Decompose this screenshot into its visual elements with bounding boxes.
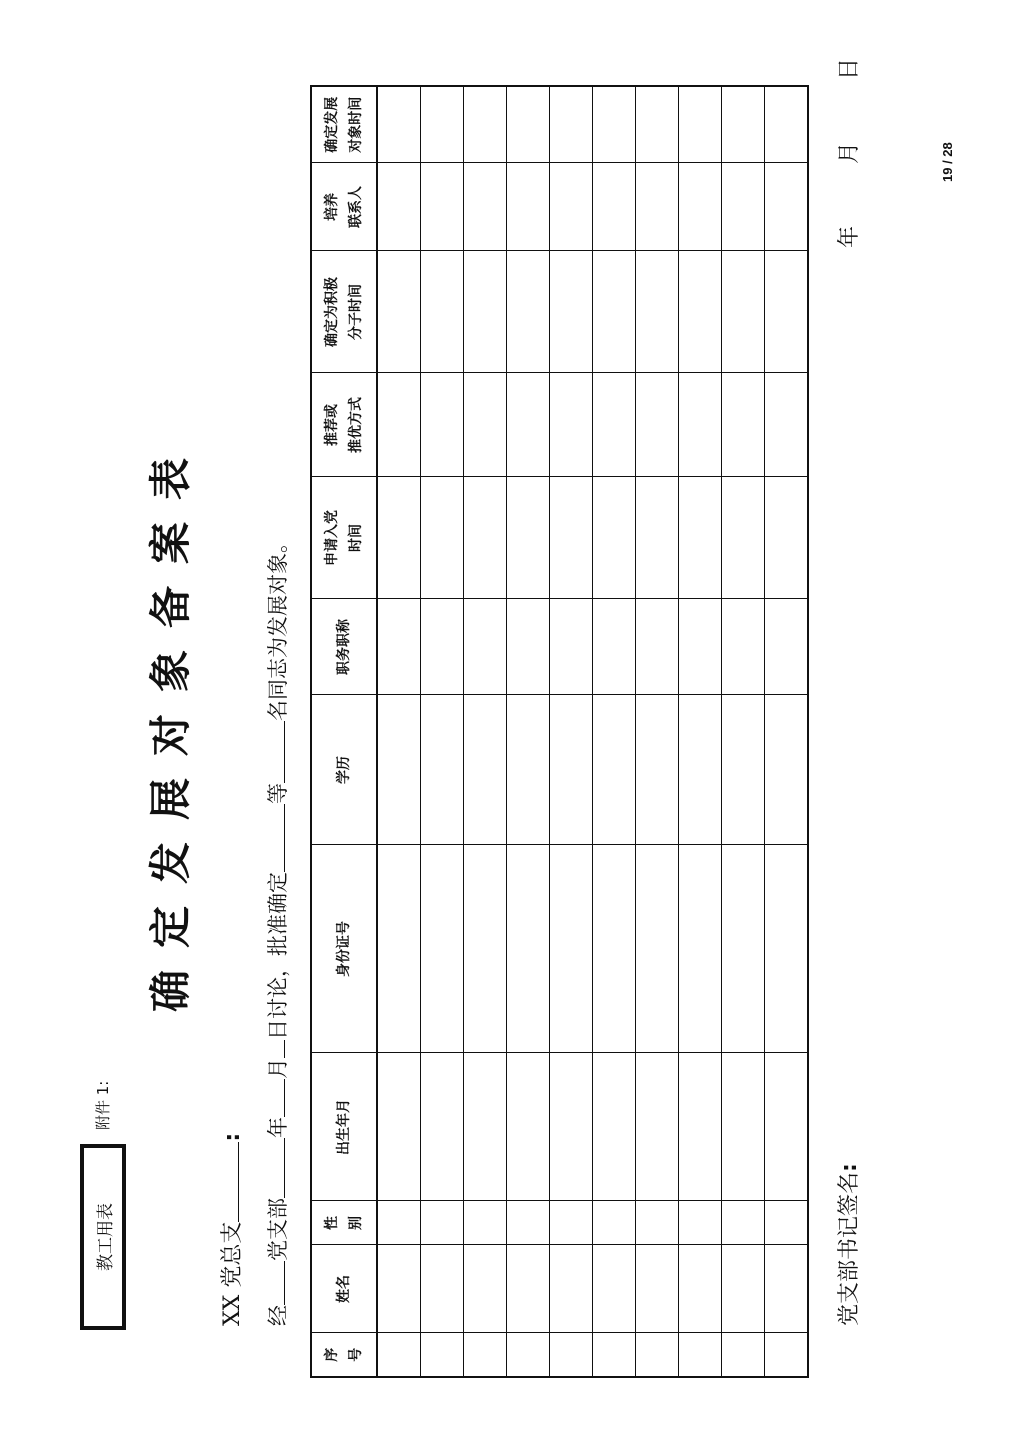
table-cell[interactable] bbox=[507, 86, 550, 163]
table-cell[interactable] bbox=[636, 86, 679, 163]
table-cell[interactable] bbox=[636, 251, 679, 373]
table-cell[interactable] bbox=[464, 695, 507, 845]
table-row bbox=[722, 86, 765, 1377]
table-cell[interactable] bbox=[377, 695, 421, 845]
table-cell[interactable] bbox=[765, 845, 809, 1053]
table-cell[interactable] bbox=[722, 599, 765, 695]
table-cell[interactable] bbox=[377, 251, 421, 373]
names-blank[interactable] bbox=[262, 804, 285, 872]
table-cell[interactable] bbox=[765, 163, 809, 251]
table-cell[interactable] bbox=[722, 86, 765, 163]
table-cell[interactable] bbox=[722, 373, 765, 477]
table-cell[interactable] bbox=[636, 477, 679, 599]
table-row bbox=[765, 86, 809, 1377]
table-cell[interactable] bbox=[507, 695, 550, 845]
table-cell[interactable] bbox=[464, 1245, 507, 1333]
table-cell[interactable] bbox=[722, 1053, 765, 1201]
statement-p4: 月 bbox=[266, 1058, 290, 1079]
table-cell[interactable] bbox=[636, 163, 679, 251]
table-cell[interactable] bbox=[722, 1245, 765, 1333]
addressee-text: XX 党总支 bbox=[220, 1221, 245, 1326]
table-cell[interactable] bbox=[636, 1245, 679, 1333]
table-cell[interactable] bbox=[679, 477, 722, 599]
table-cell[interactable] bbox=[550, 477, 593, 599]
table-cell[interactable] bbox=[679, 373, 722, 477]
table-cell[interactable] bbox=[636, 695, 679, 845]
table-cell[interactable] bbox=[722, 251, 765, 373]
table-cell[interactable] bbox=[765, 373, 809, 477]
statement-p3: 年 bbox=[266, 1117, 290, 1138]
header-contact: 培养 联系人 bbox=[311, 163, 377, 251]
table-cell[interactable] bbox=[421, 599, 464, 695]
table-cell[interactable] bbox=[421, 1053, 464, 1201]
table-row bbox=[636, 86, 679, 1377]
table-cell[interactable] bbox=[722, 1333, 765, 1377]
table-cell[interactable] bbox=[421, 845, 464, 1053]
table-cell[interactable] bbox=[421, 163, 464, 251]
statement-p2: 党支部 bbox=[266, 1198, 290, 1261]
table-cell[interactable] bbox=[636, 1201, 679, 1245]
table-cell[interactable] bbox=[421, 1245, 464, 1333]
table-cell[interactable] bbox=[421, 477, 464, 599]
date-day: 日 bbox=[837, 57, 862, 80]
table-cell[interactable] bbox=[550, 86, 593, 163]
header-gender: 性 别 bbox=[311, 1201, 377, 1245]
table-cell[interactable] bbox=[550, 845, 593, 1053]
statement-p1: 经 bbox=[266, 1305, 290, 1326]
header-candidate-date: 确定发展 对象时间 bbox=[311, 86, 377, 163]
table-row bbox=[377, 86, 421, 1377]
table-cell[interactable] bbox=[464, 86, 507, 163]
table-row bbox=[421, 86, 464, 1377]
table-cell[interactable] bbox=[507, 1201, 550, 1245]
table-cell[interactable] bbox=[377, 845, 421, 1053]
table-row bbox=[679, 86, 722, 1377]
date-year: 年 bbox=[837, 225, 862, 248]
table-cell[interactable] bbox=[421, 695, 464, 845]
table-cell[interactable] bbox=[377, 163, 421, 251]
table-cell[interactable] bbox=[593, 477, 636, 599]
attachment-label: 附件 1: bbox=[94, 1080, 112, 1130]
table-cell[interactable] bbox=[550, 373, 593, 477]
table-cell[interactable] bbox=[507, 1333, 550, 1377]
table-cell[interactable] bbox=[679, 251, 722, 373]
addressee-line bbox=[215, 1133, 246, 1326]
table-row bbox=[550, 86, 593, 1377]
table-cell[interactable] bbox=[464, 845, 507, 1053]
statement-p7: 名同志为发展对象。 bbox=[266, 532, 290, 721]
table-cell[interactable] bbox=[507, 1245, 550, 1333]
table-cell[interactable] bbox=[593, 1201, 636, 1245]
candidate-table bbox=[310, 85, 809, 1378]
table-cell[interactable] bbox=[464, 1053, 507, 1201]
year-blank[interactable] bbox=[262, 1138, 285, 1198]
table-cell[interactable] bbox=[550, 1053, 593, 1201]
header-name: 姓名 bbox=[311, 1245, 377, 1333]
table-cell[interactable] bbox=[593, 599, 636, 695]
day-blank[interactable] bbox=[262, 1040, 285, 1058]
addressee-colon: : bbox=[220, 1132, 245, 1142]
table-cell[interactable] bbox=[421, 86, 464, 163]
addressee-blank[interactable] bbox=[216, 1142, 239, 1222]
table-cell[interactable] bbox=[507, 1053, 550, 1201]
table-cell[interactable] bbox=[421, 373, 464, 477]
table-cell[interactable] bbox=[679, 599, 722, 695]
table-cell[interactable] bbox=[636, 1333, 679, 1377]
table-cell[interactable] bbox=[550, 695, 593, 845]
table-cell[interactable] bbox=[464, 1333, 507, 1377]
table-cell[interactable] bbox=[593, 163, 636, 251]
header-id-number: 身份证号 bbox=[311, 845, 377, 1053]
table-cell[interactable] bbox=[593, 845, 636, 1053]
table-cell[interactable] bbox=[636, 373, 679, 477]
table-cell[interactable] bbox=[593, 1053, 636, 1201]
signature-colon: : bbox=[837, 1163, 862, 1172]
header-index: 序 号 bbox=[311, 1333, 377, 1377]
table-cell[interactable] bbox=[636, 845, 679, 1053]
table-cell[interactable] bbox=[679, 1053, 722, 1201]
table-cell[interactable] bbox=[507, 373, 550, 477]
table-cell[interactable] bbox=[765, 251, 809, 373]
header-recommend: 推荐或 推优方式 bbox=[311, 373, 377, 477]
table-cell[interactable] bbox=[593, 86, 636, 163]
table-cell[interactable] bbox=[593, 1333, 636, 1377]
secretary-signature bbox=[832, 1163, 863, 1326]
table-cell[interactable] bbox=[377, 1245, 421, 1333]
table-cell[interactable] bbox=[765, 1333, 809, 1377]
table-cell[interactable] bbox=[722, 695, 765, 845]
signature-label: 党支部书记签名 bbox=[837, 1171, 862, 1326]
table-cell[interactable] bbox=[421, 1333, 464, 1377]
table-cell[interactable] bbox=[464, 1201, 507, 1245]
table-cell[interactable] bbox=[507, 477, 550, 599]
table-cell[interactable] bbox=[464, 373, 507, 477]
table-cell[interactable] bbox=[507, 251, 550, 373]
table-cell[interactable] bbox=[679, 1245, 722, 1333]
table-cell[interactable] bbox=[377, 86, 421, 163]
statement-p6: 等 bbox=[266, 783, 290, 804]
table-cell[interactable] bbox=[679, 163, 722, 251]
header-birth: 出生年月 bbox=[311, 1053, 377, 1201]
table-cell[interactable] bbox=[550, 251, 593, 373]
page-number: 19 / 28 bbox=[940, 142, 955, 182]
table-cell[interactable] bbox=[765, 695, 809, 845]
table-cell[interactable] bbox=[679, 695, 722, 845]
month-blank[interactable] bbox=[262, 1079, 285, 1117]
table-cell[interactable] bbox=[377, 1333, 421, 1377]
table-cell[interactable] bbox=[377, 1053, 421, 1201]
table-cell[interactable] bbox=[593, 373, 636, 477]
table-cell[interactable] bbox=[550, 163, 593, 251]
table-cell[interactable] bbox=[464, 163, 507, 251]
table-row bbox=[507, 86, 550, 1377]
table-cell[interactable] bbox=[550, 1333, 593, 1377]
staff-form-tag bbox=[80, 1144, 126, 1330]
table-cell[interactable] bbox=[636, 599, 679, 695]
count-blank[interactable] bbox=[262, 721, 285, 783]
table-row bbox=[593, 86, 636, 1377]
table-cell[interactable] bbox=[507, 599, 550, 695]
table-row bbox=[464, 86, 507, 1377]
table-cell[interactable] bbox=[722, 1201, 765, 1245]
table-cell[interactable] bbox=[507, 163, 550, 251]
table-header-row bbox=[311, 86, 377, 1377]
signature-date bbox=[832, 58, 863, 248]
table-cell[interactable] bbox=[765, 1053, 809, 1201]
date-month: 月 bbox=[837, 141, 862, 164]
table-cell[interactable] bbox=[550, 599, 593, 695]
date-blank-org[interactable] bbox=[262, 1261, 285, 1305]
table-cell[interactable] bbox=[593, 251, 636, 373]
table-cell[interactable] bbox=[765, 477, 809, 599]
table-cell[interactable] bbox=[722, 845, 765, 1053]
table-cell[interactable] bbox=[377, 477, 421, 599]
table-cell[interactable] bbox=[679, 1201, 722, 1245]
header-education: 学历 bbox=[311, 695, 377, 845]
header-activist-date: 确定为积极 分子时间 bbox=[311, 251, 377, 373]
table-cell[interactable] bbox=[550, 1245, 593, 1333]
table-cell[interactable] bbox=[593, 1245, 636, 1333]
table-cell[interactable] bbox=[377, 1201, 421, 1245]
table-cell[interactable] bbox=[377, 599, 421, 695]
table-cell[interactable] bbox=[679, 86, 722, 163]
table-cell[interactable] bbox=[377, 373, 421, 477]
table-cell[interactable] bbox=[464, 251, 507, 373]
statement-line bbox=[262, 532, 292, 1326]
statement-p5: 日讨论，批准确定 bbox=[266, 872, 290, 1040]
table-cell[interactable] bbox=[636, 1053, 679, 1201]
table-cell[interactable] bbox=[679, 845, 722, 1053]
header-position: 职务职称 bbox=[311, 599, 377, 695]
table-cell[interactable] bbox=[765, 1245, 809, 1333]
table-cell[interactable] bbox=[765, 1201, 809, 1245]
table-cell[interactable] bbox=[722, 163, 765, 251]
table-cell[interactable] bbox=[765, 599, 809, 695]
header-apply-date: 申请入党 时间 bbox=[311, 477, 377, 599]
table-cell[interactable] bbox=[421, 1201, 464, 1245]
table-cell[interactable] bbox=[765, 86, 809, 163]
staff-form-tag-text: 教工用表 bbox=[95, 1203, 116, 1271]
table-cell[interactable] bbox=[421, 251, 464, 373]
table-cell[interactable] bbox=[550, 1201, 593, 1245]
table-cell[interactable] bbox=[464, 599, 507, 695]
table-cell[interactable] bbox=[722, 477, 765, 599]
table-cell[interactable] bbox=[464, 477, 507, 599]
table-cell[interactable] bbox=[507, 845, 550, 1053]
table-cell[interactable] bbox=[593, 695, 636, 845]
table-cell[interactable] bbox=[679, 1333, 722, 1377]
document-title: 确定发展对象备案表 bbox=[146, 436, 195, 1013]
